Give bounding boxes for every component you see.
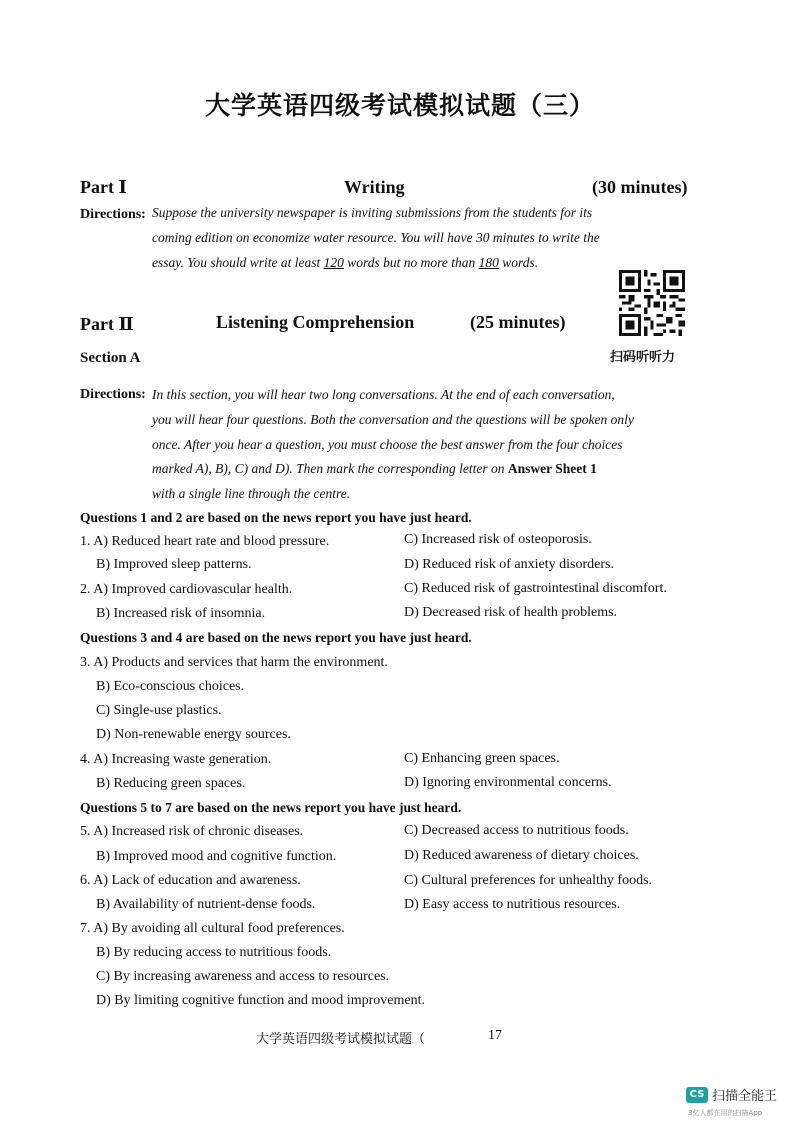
q7-option-a: 7. A) By avoiding all cultural food preferences. <box>80 921 345 936</box>
q7-option-b: B) By reducing access to nutritious foods. <box>96 945 332 960</box>
q7-option-c: C) By increasing awareness and access to resources. <box>96 969 390 984</box>
q5-option-b: B) Improved mood and cognitive function. <box>96 849 337 864</box>
q1-option-c: C) Increased risk of osteoporosis. <box>404 532 592 547</box>
answer-sheet-ref: Answer Sheet 1 <box>507 461 597 476</box>
q2-option-d: D) Decreased risk of health problems. <box>404 605 618 620</box>
part2-directions-line1: In this section, you will hear two long conversations. At the end of each conversation, <box>152 387 615 402</box>
min-words: 120 <box>323 255 344 270</box>
q5-option-d: D) Reduced awareness of dietary choices. <box>404 848 639 863</box>
q3-option-a: 3. A) Products and services that harm the environment. <box>80 655 388 670</box>
q3-option-d: D) Non-renewable energy sources. <box>96 727 291 742</box>
watermark-subtext: 3亿人都在用的扫描App <box>688 1109 763 1117</box>
q5-option-a: 5. A) Increased risk of chronic diseases. <box>80 824 304 839</box>
page-title: 大学英语四级考试模拟试题（三） <box>204 91 595 120</box>
q3-option-b: B) Eco-conscious choices. <box>96 679 245 694</box>
question-group-3-heading: Questions 5 to 7 are based on the news report you have just heard. <box>80 800 462 815</box>
page-number: 17 <box>488 1028 502 1043</box>
part2-directions-label: Directions: <box>80 387 146 402</box>
q1-option-a: 1. A) Reduced heart rate and blood pressure. <box>80 534 330 549</box>
part2-label: Part Ⅱ <box>80 314 134 334</box>
q2-option-a: 2. A) Improved cardiovascular health. <box>80 582 293 597</box>
part1-directions-line2: coming edition on economize water resource. You will have 30 minutes to write the <box>152 230 600 245</box>
max-words: 180 <box>478 255 499 270</box>
q6-option-c: C) Cultural preferences for unhealthy foods. <box>404 873 653 888</box>
qr-caption: 扫码听听力 <box>610 350 676 365</box>
q1-option-d: D) Reduced risk of anxiety disorders. <box>404 557 614 572</box>
part1-directions-line3: essay. You should write at least 120 words but no more than 180 words. <box>152 255 539 270</box>
q4-option-b: B) Reducing green spaces. <box>96 776 246 791</box>
q2-option-b: B) Increased risk of insomnia. <box>96 606 266 621</box>
question-group-1-heading: Questions 1 and 2 are based on the news report you have just heard. <box>80 510 472 525</box>
qr-code-icon[interactable] <box>619 270 685 336</box>
section-a-heading: Section A <box>80 350 141 366</box>
part1-time: (30 minutes) <box>592 177 688 197</box>
part2-directions-line4: marked A), B), C) and D). Then mark the corresponding letter on Answer Sheet 1 <box>152 461 597 476</box>
part2-directions-line2: you will hear four questions. Both the conversation and the questions will be spoken only <box>152 412 634 427</box>
q5-option-c: C) Decreased access to nutritious foods. <box>404 823 629 838</box>
q1-option-b: B) Improved sleep patterns. <box>96 557 252 572</box>
q2-option-c: C) Reduced risk of gastrointestinal discomfort. <box>404 581 667 596</box>
part2-directions-line3: once. After you hear a question, you must choose the best answer from the four choices <box>152 437 623 452</box>
part2-directions-line5: with a single line through the centre. <box>152 486 351 501</box>
part2-name: Listening Comprehension <box>216 312 415 332</box>
q4-option-a: 4. A) Increasing waste generation. <box>80 752 272 767</box>
q4-option-c: C) Enhancing green spaces. <box>404 751 560 766</box>
part1-directions-label: Directions: <box>80 207 146 222</box>
footer-title: 大学英语四级考试模拟试题（ <box>256 1032 426 1047</box>
watermark-text: 扫描全能王 <box>712 1089 778 1104</box>
question-group-2-heading: Questions 3 and 4 are based on the news report you have just heard. <box>80 630 472 645</box>
q4-option-d: D) Ignoring environmental concerns. <box>404 775 612 790</box>
part2-time: (25 minutes) <box>470 312 566 332</box>
q3-option-c: C) Single-use plastics. <box>96 703 222 718</box>
q6-option-a: 6. A) Lack of education and awareness. <box>80 873 301 888</box>
camscanner-logo-icon: CS <box>686 1087 708 1103</box>
q7-option-d: D) By limiting cognitive function and mood improvement. <box>96 993 425 1008</box>
part1-name: Writing <box>344 177 405 197</box>
part1-directions-line1: Suppose the university newspaper is inviting submissions from the students for its <box>152 205 593 220</box>
q6-option-b: B) Availability of nutrient-dense foods. <box>96 897 316 912</box>
q6-option-d: D) Easy access to nutritious resources. <box>404 897 621 912</box>
part1-label: Part Ⅰ <box>80 177 127 197</box>
